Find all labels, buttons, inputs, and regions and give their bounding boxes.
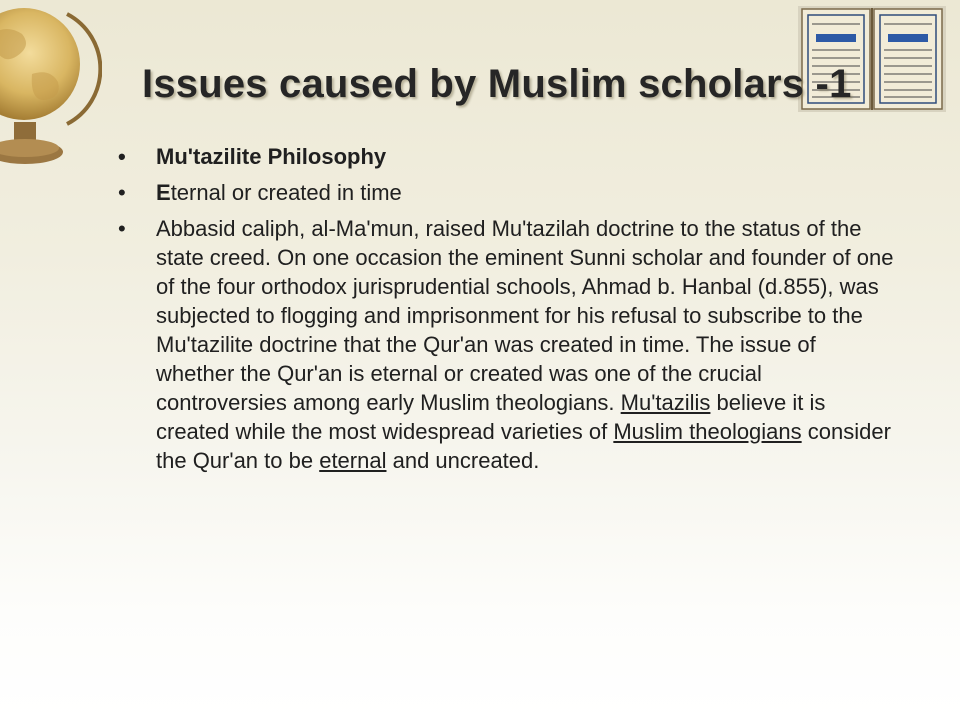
bullet-dot: • <box>118 180 126 205</box>
mutazilis-link[interactable]: Mu'tazilis <box>620 390 711 415</box>
eternal-link[interactable]: eternal <box>319 448 387 473</box>
bullet-list <box>118 142 898 482</box>
paragraph-text: Abbasid caliph, al-Ma'mun, raised Mu'tazilah doctrine to the status of the state creed. On one occasion the eminent Sunni scholar and founder of one of the four orthodox jurisprudential schools, Ahmad b. Hanbal (d.855), was subjected to flogging and imprisonment for his refusal to subscribe to the Mu'tazilite doctrine that the Qur'an was created in time. The issue of whether the Qur'an is eternal or created was one of the crucial controversies among early Muslim theologians. <box>156 216 894 415</box>
paragraph-text: and uncreated. <box>386 448 540 473</box>
bullet-text: Mu'tazilite Philosophy <box>156 144 387 169</box>
bullet-dot: • <box>118 216 126 241</box>
globe-icon <box>0 0 102 174</box>
bullet-initial: E <box>156 180 171 205</box>
slide-title: Issues caused by Muslim scholars -1 <box>142 62 852 106</box>
bullet-text: ternal or created in time <box>170 180 402 205</box>
bullet-item-3 <box>118 214 898 475</box>
muslim-theologians-link[interactable]: Muslim theologians <box>613 419 802 444</box>
bullet-dot: • <box>118 144 126 169</box>
bullet-item-1 <box>118 142 898 171</box>
paragraph-text: consider the Qur'an to be <box>156 419 891 473</box>
bullet-item-2 <box>118 178 898 207</box>
paragraph-text: believe it is created while the most widespread varieties of <box>156 390 826 444</box>
